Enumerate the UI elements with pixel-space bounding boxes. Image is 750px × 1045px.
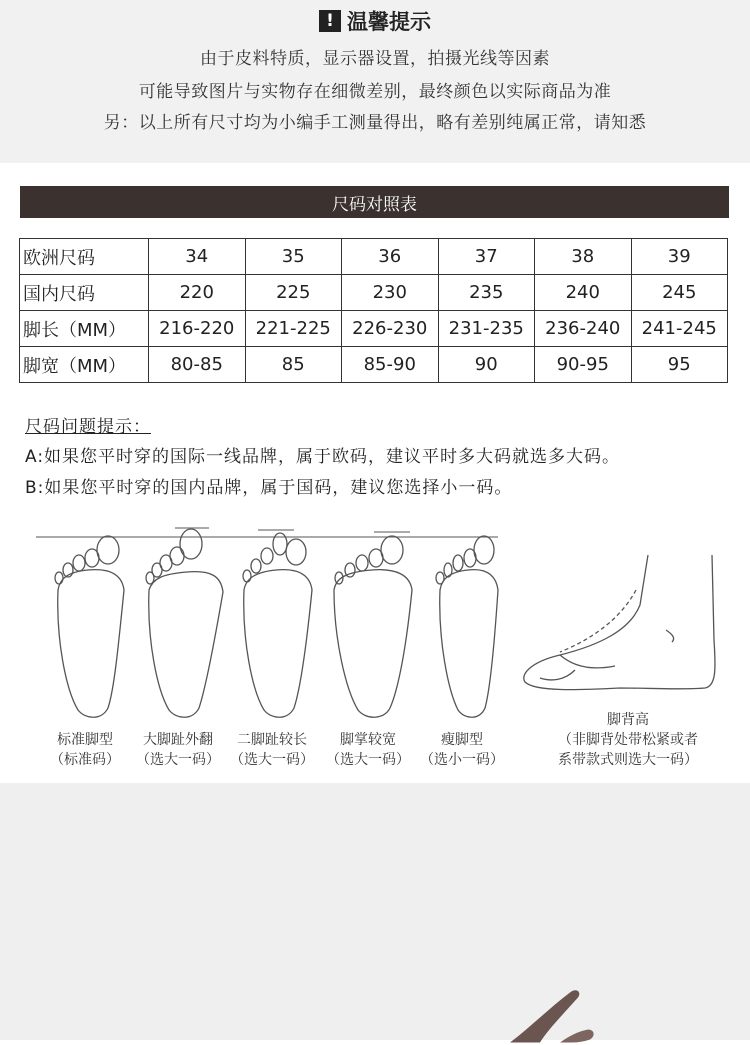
notice-line-1: 由于皮料特质，显示器设置，拍摄光线等因素 [200, 49, 550, 69]
table-cell: 35 [245, 239, 342, 275]
product-photo-area [0, 783, 750, 1040]
table-cell: 245 [631, 275, 728, 311]
table-cell: 36 [342, 239, 439, 275]
foot-wide-icon [334, 532, 412, 717]
instep-advice-line-2: 系带款式则选大一码） [558, 752, 698, 768]
table-cell: 226-230 [342, 311, 439, 347]
table-cell: 39 [631, 239, 728, 275]
foot-type-name: 大脚趾外翻 [143, 732, 213, 748]
size-tip-a: A:如果您平时穿的国际一线品牌，属于欧码，建议平时多大码就选多大码。 [25, 447, 621, 467]
foot-type-label [136, 730, 220, 770]
foot-high-instep-icon [524, 555, 715, 690]
shoe-strap-image [500, 985, 610, 1045]
notice-title-row [0, 6, 750, 36]
foot-type-label [420, 730, 504, 770]
foot-type-advice: （选大一码） [136, 752, 220, 768]
foot-standard-icon [55, 536, 124, 717]
foot-type-illustrations [0, 520, 750, 780]
foot-type-name: 标准脚型 [57, 732, 113, 748]
foot-type-label [230, 730, 314, 770]
table-cell: 90 [438, 347, 535, 383]
row-label: 欧洲尺码 [20, 239, 149, 275]
foot-type-name: 脚掌较宽 [340, 732, 396, 748]
table-cell: 34 [149, 239, 246, 275]
size-tip-b: B:如果您平时穿的国内品牌，属于国码，建议您选择小一码。 [25, 478, 513, 498]
table-cell: 225 [245, 275, 342, 311]
table-cell: 241-245 [631, 311, 728, 347]
foot-type-advice: （选大一码） [326, 752, 410, 768]
instep-label [538, 710, 718, 770]
notice-line-3: 另：以上所有尺寸均为小编手工测量得出，略有差别纯属正常，请知悉 [103, 113, 647, 133]
table-row [20, 275, 728, 311]
table-cell: 221-225 [245, 311, 342, 347]
foot-type-advice: （选小一码） [420, 752, 504, 768]
instep-advice-line-1: （非脚背处带松紧或者 [558, 732, 698, 748]
table-cell: 231-235 [438, 311, 535, 347]
table-row [20, 311, 728, 347]
table-cell: 85 [245, 347, 342, 383]
exclamation-icon: ! [319, 10, 341, 32]
table-cell: 230 [342, 275, 439, 311]
table-cell: 220 [149, 275, 246, 311]
foot-type-name: 瘦脚型 [441, 732, 483, 748]
size-table [19, 238, 728, 383]
foot-type-name: 二脚趾较长 [237, 732, 307, 748]
foot-type-label [326, 730, 410, 770]
table-cell: 240 [535, 275, 632, 311]
foot-bunion-icon [146, 528, 223, 717]
foot-type-label [50, 730, 120, 770]
notice-section [0, 0, 750, 163]
table-cell: 90-95 [535, 347, 632, 383]
size-chart-header: 尺码对照表 [20, 186, 729, 218]
table-row [20, 239, 728, 275]
foot-type-advice: （选大一码） [230, 752, 314, 768]
foot-long-second-toe-icon [243, 530, 312, 717]
foot-type-advice: （标准码） [50, 752, 120, 768]
table-row [20, 347, 728, 383]
table-cell: 95 [631, 347, 728, 383]
row-label: 国内尺码 [20, 275, 149, 311]
foot-slim-icon [436, 536, 498, 717]
size-tips-title: 尺码问题提示： [25, 417, 151, 437]
table-cell: 236-240 [535, 311, 632, 347]
row-label: 脚宽（MM） [20, 347, 149, 383]
table-cell: 80-85 [149, 347, 246, 383]
table-cell: 216-220 [149, 311, 246, 347]
row-label: 脚长（MM） [20, 311, 149, 347]
notice-title: 温馨提示 [347, 10, 431, 34]
table-cell: 235 [438, 275, 535, 311]
instep-name: 脚背高 [607, 712, 649, 728]
table-cell: 37 [438, 239, 535, 275]
table-cell: 38 [535, 239, 632, 275]
table-cell: 85-90 [342, 347, 439, 383]
notice-line-2: 可能导致图片与实物存在细微差别，最终颜色以实际商品为准 [138, 82, 612, 102]
